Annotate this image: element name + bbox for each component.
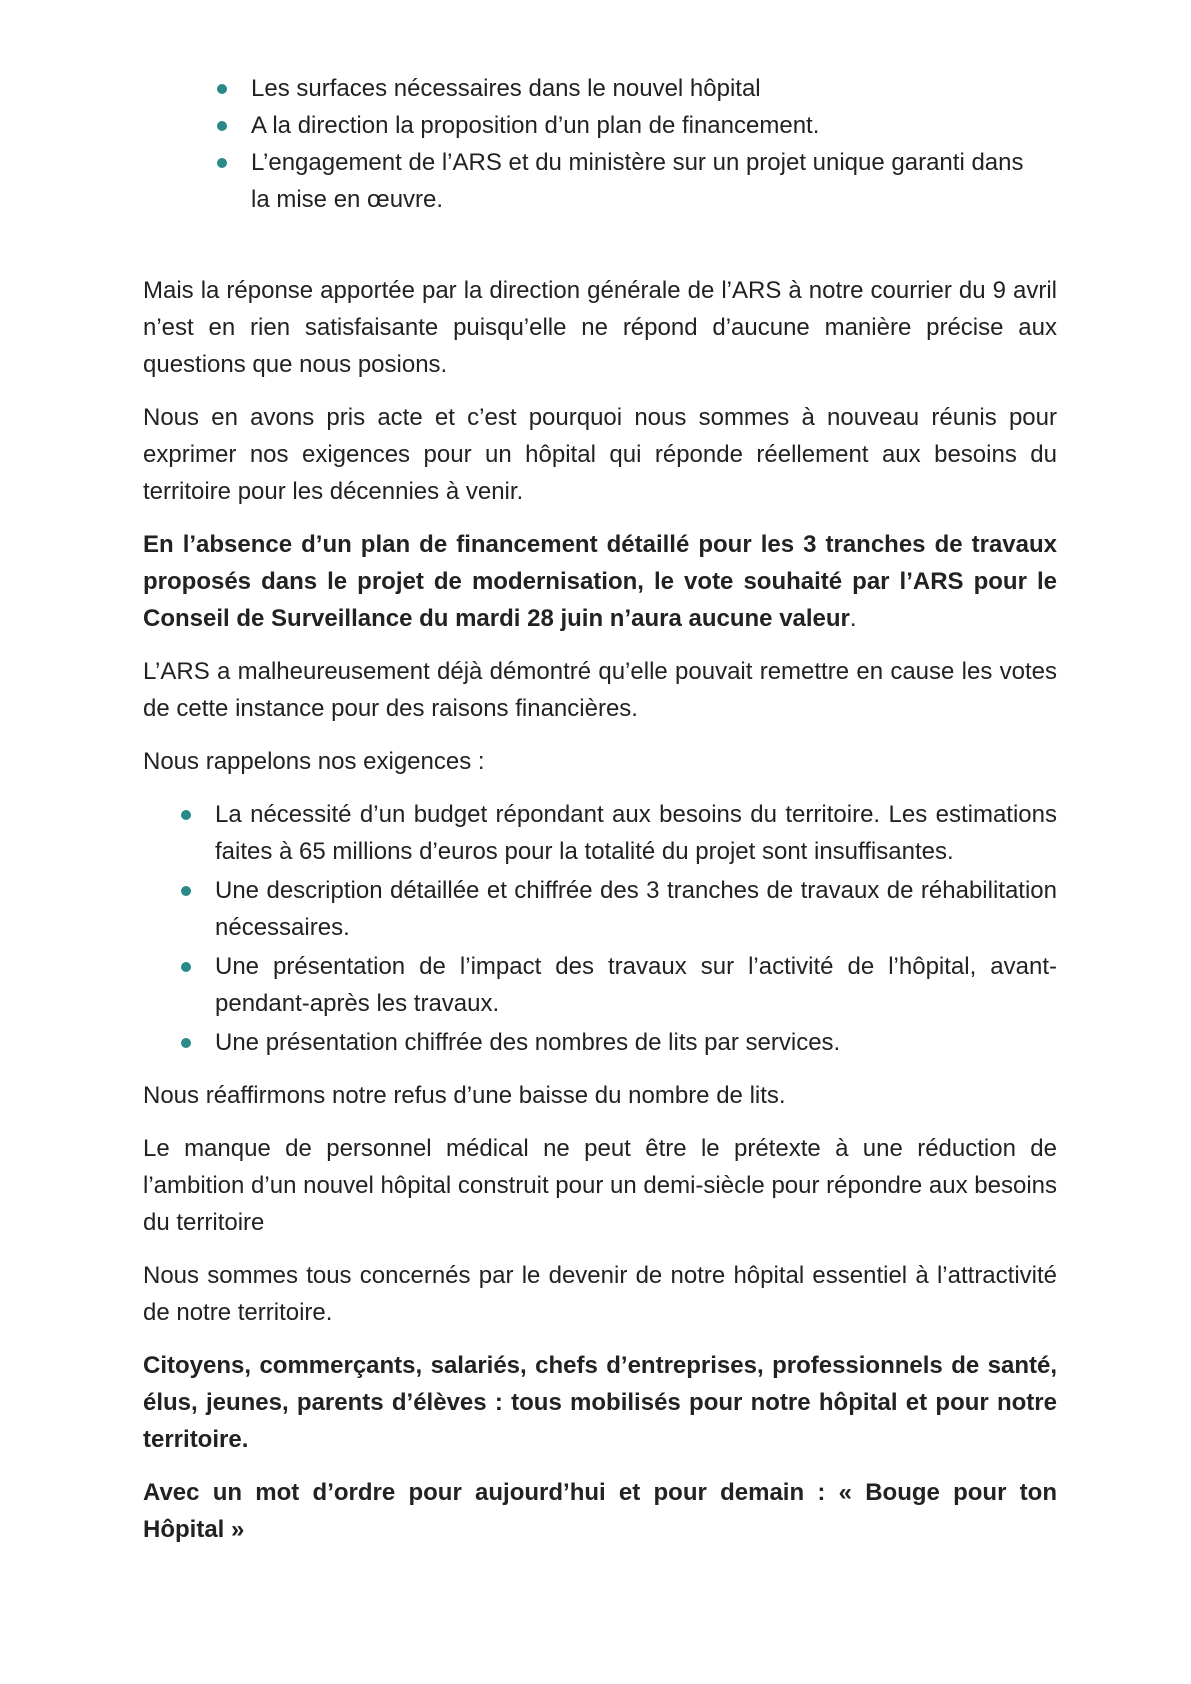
bold-text: En l’absence d’un plan de financement détaillé pour les 3 tranches de travaux proposés dans le projet de modernisation, le vote souhaité par l’ARS pour le Conseil de Surveillance du mardi 28 juin n’aura aucune valeur: [143, 531, 1057, 632]
bullet-icon: [181, 962, 191, 972]
paragraph-mobilisation: Citoyens, commerçants, salariés, chefs d’entreprises, professionnels de santé, élus, jeunes, parents d’élèves : tous mobilisés pour notre hôpital et pour notre territoire.: [143, 1352, 1057, 1453]
paragraph-ars-response: Mais la réponse apportée par la direction générale de l’ARS à notre courrier du 9 avril n’est en rien satisfaisante puisqu’elle ne répond d’aucune manière précise aux questions que nous posions.: [143, 277, 1057, 378]
list-item: [215, 948, 1057, 1022]
document-page: [143, 70, 1057, 1564]
paragraph-concerned: Nous sommes tous concernés par le devenir de notre hôpital essentiel à l’attractivité de notre territoire.: [143, 1262, 1057, 1326]
bullet-icon: [217, 158, 227, 168]
list-item-text: A la direction la proposition d’un plan de financement.: [251, 112, 820, 139]
bullet-icon: [217, 84, 227, 94]
paragraph-ars-history: L’ARS a malheureusement déjà démontré qu’elle pouvait remettre en cause les votes de cette instance pour des raisons financières.: [143, 658, 1057, 722]
paragraph-slogan: Avec un mot d’ordre pour aujourd’hui et pour demain : « Bouge pour ton Hôpital »: [143, 1479, 1057, 1543]
list-item-text: L’engagement de l’ARS et du ministère sur un projet unique garanti dans la mise en œuvre.: [251, 149, 1024, 213]
bullet-icon: [181, 886, 191, 896]
paragraph-financing-warning: [143, 526, 1057, 637]
list-item-text: Une présentation chiffrée des nombres de lits par services.: [215, 1029, 841, 1056]
list-item: [215, 796, 1057, 870]
list-item-text: Une description détaillée et chiffrée des 3 tranches de travaux de réhabilitation nécessaires.: [215, 877, 1057, 941]
paragraph-reunion: Nous en avons pris acte et c’est pourquoi nous sommes à nouveau réunis pour exprimer nos exigences pour un hôpital qui réponde réellement aux besoins du territoire pour les décennies à venir.: [143, 404, 1057, 505]
period-text: .: [849, 605, 857, 632]
top-bullet-list: [251, 70, 1028, 218]
list-item-text: La nécessité d’un budget répondant aux besoins du territoire. Les estimations faites à 65 millions d’euros pour la totalité du projet sont insuffisantes.: [215, 801, 1057, 865]
paragraph-beds-refusal: Nous réaffirmons notre refus d’une baisse du nombre de lits.: [143, 1082, 786, 1109]
paragraph-requirements-intro: Nous rappelons nos exigences :: [143, 748, 485, 775]
list-item-text: Une présentation de l’impact des travaux sur l’activité de l’hôpital, avant-pendant-après les travaux.: [215, 953, 1057, 1017]
bullet-icon: [181, 810, 191, 820]
bullet-icon: [217, 121, 227, 131]
bullet-icon: [181, 1038, 191, 1048]
requirements-list: [215, 796, 1057, 1061]
paragraph-staff-shortage: Le manque de personnel médical ne peut être le prétexte à une réduction de l’ambition d’un nouvel hôpital construit pour un demi-siècle pour répondre aux besoins du territoire: [143, 1135, 1057, 1236]
list-item-text: Les surfaces nécessaires dans le nouvel hôpital: [251, 75, 761, 102]
list-item: [215, 1024, 1057, 1061]
list-item: [251, 144, 1028, 218]
spacer: [143, 218, 1057, 272]
list-item: [251, 107, 1028, 144]
list-item: [215, 872, 1057, 946]
list-item: [251, 70, 1028, 107]
